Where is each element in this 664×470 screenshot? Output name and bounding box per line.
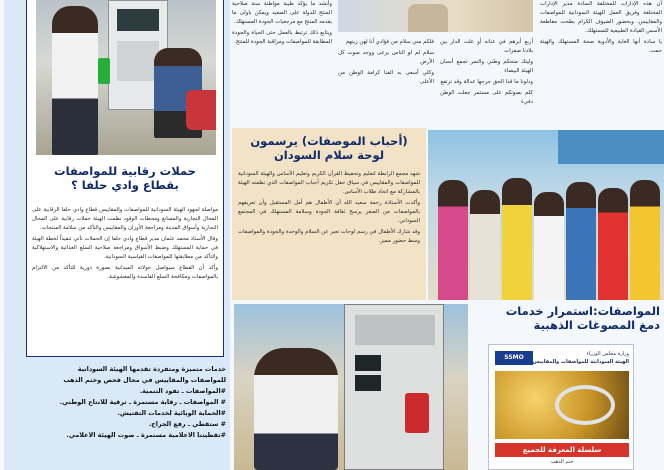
services-bullet: #تقطيتنا الاعلامية مستمرة ـ صوت الهيئة الاعلامي.: [66, 431, 226, 439]
services-bullet: # المواصفات ـ رقابة مستمرة ـ ترقية للانتاج الوطني.: [59, 398, 226, 406]
fuel-pump-photo: [234, 304, 468, 470]
cover-subtitle: ختم الذهب: [550, 459, 574, 465]
cover-banner: سلسلة المعرفة للجميع: [495, 443, 629, 457]
children-group-photo: [428, 130, 664, 300]
services-bullet: #المواصفات ـ تقود التنمية.: [139, 387, 226, 395]
paragraph: مواصلة لجهود الهيئة السودانية للمواصفات والمقاييس قطاع وادي حلفا الرقابية على المحال التجارية والمصانع ومحطات الوقود نظمت الهيئة حملات رقابية على المحال التجارية وأسواق المدينة ومراجعة الأوزان والمقاييس والتأكد من سلامة المنتجات.: [32, 207, 218, 231]
child-figure: [566, 182, 596, 300]
headline-line: (أحباب الموصفات) يرسمون: [250, 134, 408, 148]
gold-headline: [472, 304, 660, 333]
services-block: [8, 364, 226, 468]
paragraph: ويتابع ذلك ترتبط بالعمل حتى الحياة والجودة المطابقة للمواصفات ومراقبة الجودة للمنتج.: [232, 30, 332, 45]
top-strip-photo: [338, 0, 533, 32]
gold-bangle: [555, 385, 615, 425]
poem-column-2: [440, 38, 533, 118]
services-title-line: للمواصفات والمقاييس في مجال فحص وختم الذهب: [63, 376, 226, 384]
gold-cover: [488, 344, 634, 470]
headline-line: لوحة سلام السودان: [273, 148, 385, 163]
lovers-body: [238, 170, 420, 296]
headline-line: المواصفات:استمرار خدمات: [505, 304, 660, 318]
services-bullet: #الحماية الوبائية لخدمات التفتيش.: [117, 409, 226, 417]
headline-line: دمغ المصوغات الذهبية: [533, 318, 660, 333]
top-right-text: [540, 0, 662, 122]
pump-display: [117, 9, 159, 31]
poem-line: فلكم مني سلام من فؤادي أنا لهن زينهم: [345, 39, 434, 45]
poem-column-1: [338, 38, 434, 118]
inspection-body: [32, 206, 218, 352]
poem-line: وليتك متحكم وطني والنمر تجمع أنسان الهيئة البيضاء: [440, 59, 533, 74]
pump-panel: [355, 315, 435, 345]
photo-figure: [408, 4, 448, 32]
paragraph: وقد شارك الأطفال في رسم لوحات تعبر عن السلام والوحدة والجودة والمواصفات وسط حضور مميز.: [238, 229, 420, 244]
cover-org-line: الهيئة السودانية للمواصفات والمقاييس: [532, 359, 629, 365]
lovers-headline: [236, 134, 422, 163]
photo-banner: [558, 130, 664, 164]
pump-display: [355, 355, 381, 371]
paragraph: وأنشد ما يؤكد طيبة مواطنة سنة صلاحية المنتج للدولة على الصعيد ويمكن باولى ما يقدمه المنتج مع مرجعيات الجودة المستهلك.: [232, 1, 332, 25]
inspection-headline: [30, 164, 220, 193]
cover-org-line: وزارة مجلس الوزراء: [586, 351, 629, 357]
child-figure: [534, 192, 564, 300]
inspector-figure: [52, 6, 98, 155]
child-figure: [598, 188, 628, 300]
inspector-figure: [254, 348, 338, 470]
red-car: [186, 90, 216, 130]
headline-line: بقطاع وادي حلفا ؟: [71, 178, 179, 193]
poem-line: سلام لم لو الناس يرعى ووجد صوت كل الأرض: [338, 50, 434, 65]
paragraph: أن هذه الإدارات للمختلفة السادة مدير الإدارات المختلفة وفريق العمل للهيئة السودانية للمواصفات والمقاييس، وبحضور الضيوف الكرام بطحت مقاطعة الأسس القيادة الطبيعية للمستهلك.: [540, 1, 662, 34]
pump-panel: [117, 41, 159, 81]
gold-jewelry-image: [495, 371, 629, 439]
paragraph: وأكد أن القطاع سيواصل جولاته الميدانية بصورة دورية للتأكد من الالتزام بالمواصفات ومكافحة السلع الفاسدة والمغشوشة.: [32, 265, 218, 280]
fuel-inspection-photo: [36, 0, 216, 155]
pump-display: [355, 375, 381, 391]
cover-logo: SSMO: [495, 351, 533, 365]
paragraph: شهد مجمع الرابطة لتعليم وتحفيظ القرآن الكريم وتعليم الأساس والهيئة السودانية للمواصفات والمقاييس في سياق حفل تكريم أحباب المواصفات الذي نظمته الهيئة بالمشاركة مع اتحاد طلاب الأساس.: [238, 171, 420, 195]
poem-line: أربع أبرهم في عنانه أو علت الدار بين بلادنا صفرات: [440, 39, 533, 54]
child-figure: [630, 180, 660, 300]
headline-line: حملات رقابية للمواصفات: [54, 164, 196, 178]
fuel-pump: [344, 304, 444, 470]
child-figure: [470, 190, 500, 300]
poem-line: ودلونا ما قدا الحق جرحها عدالة وقد ترتفع: [440, 79, 533, 85]
child-figure: [502, 178, 532, 300]
poem-line: كلم بصوتكم على مستمر جعلت الوطن دفيء: [440, 90, 533, 105]
poem-line: وكلي أسعى به الفنا كرامة الوطن من الأعلى: [338, 70, 434, 85]
pump-nozzle: [405, 393, 429, 433]
top-middle-text: [232, 0, 332, 122]
paragraph: وقال الأستاذ محمد عثمان مدير قطاع وادي حلفا إن الحملات تأتي تنفيذاً لخطة الهيئة في حماية المستهلك وضبط الأسواق ومراجعة صلاحية السلع الغذائية والاستهلاكية والتأكد من مطابقتها للمواصفات القياسية السودانية.: [32, 236, 218, 260]
services-title-line: خدمات متميزة ومتفردة تقدمها الهيئة السودانية: [77, 365, 226, 373]
paragraph: يا سادة أنها الغاية والأدوية صحة المستهلك والهيئة حمت.: [540, 39, 662, 54]
services-bullet: # ستقطي ـ رقع الجراح.: [148, 420, 226, 428]
pump-nozzle: [98, 58, 110, 84]
child-figure: [438, 180, 468, 300]
paragraph: وأكدت الأستاذة رحمة سعيد الله أن الأطفال هم أمل المستقبل وأن تعريفهم بالمواصفات من الصغر يرسخ ثقافة الجودة وسلامة المستهلك في المجتمع السوداني.: [238, 200, 420, 224]
